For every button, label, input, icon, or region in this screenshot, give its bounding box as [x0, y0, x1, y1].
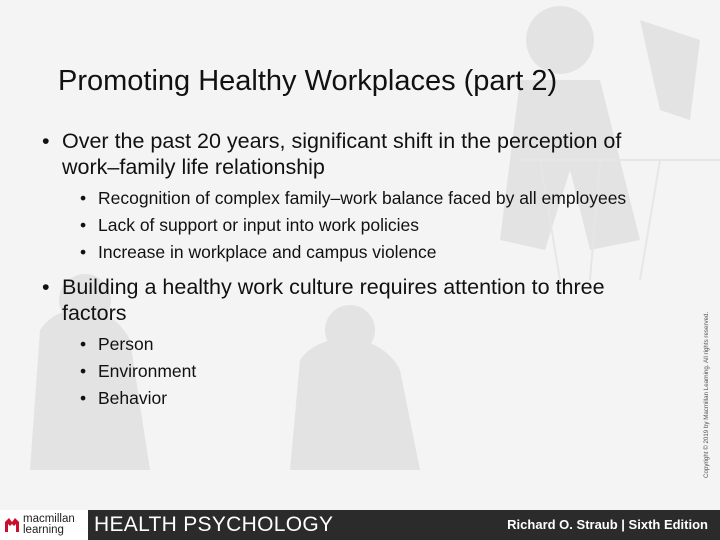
sub-bullet-text: Environment	[98, 361, 197, 381]
bullet-dot: •	[80, 334, 87, 354]
sub-bullet-text: Recognition of complex family–work balance faced by all employees	[98, 188, 627, 208]
author-edition: Richard O. Straub | Sixth Edition	[507, 517, 708, 532]
slide-title: Promoting Healthy Workplaces (part 2)	[58, 65, 558, 97]
bullet-2	[40, 274, 640, 326]
sub-bullet-text: Increase in workplace and campus violence	[98, 242, 437, 262]
sub-bullet	[40, 188, 640, 208]
bullet-dot: •	[80, 242, 87, 262]
footer-bar	[0, 510, 720, 540]
bullet-1	[40, 128, 640, 180]
sub-bullet	[40, 242, 640, 262]
bullet-dot: •	[80, 361, 87, 381]
bullet-1-text: Over the past 20 years, significant shift in the perception of work–family life relationship	[62, 129, 622, 179]
bullet-dot: •	[42, 275, 50, 299]
copyright-notice: Copyright © 2019 by Macmillan Learning. All rights reserved.	[703, 311, 710, 478]
bullet-dot: •	[80, 188, 87, 208]
macmillan-logo	[0, 510, 88, 540]
sub-bullet-text: Person	[98, 334, 154, 354]
bullet-dot: •	[80, 215, 87, 235]
bullet-dot: •	[80, 388, 87, 408]
sub-bullet	[40, 361, 640, 381]
slide-content	[40, 128, 640, 420]
sub-bullet-text: Behavior	[98, 388, 168, 408]
sub-bullet-text: Lack of support or input into work policies	[98, 215, 419, 235]
sub-bullet	[40, 215, 640, 235]
logo-line1: macmillan	[23, 513, 75, 525]
logo-line2: learning	[23, 524, 64, 536]
sub-bullet	[40, 334, 640, 354]
sub-bullet	[40, 388, 640, 408]
course-title: HEALTH PSYCHOLOGY	[94, 513, 334, 536]
logo-wordmark	[23, 514, 85, 536]
bullet-dot: •	[42, 129, 50, 153]
macmillan-m-icon	[4, 517, 20, 533]
bullet-2-text: Building a healthy work culture requires attention to three factors	[62, 275, 605, 325]
bullet-2-sublist	[40, 334, 640, 408]
bullet-1-sublist	[40, 188, 640, 262]
